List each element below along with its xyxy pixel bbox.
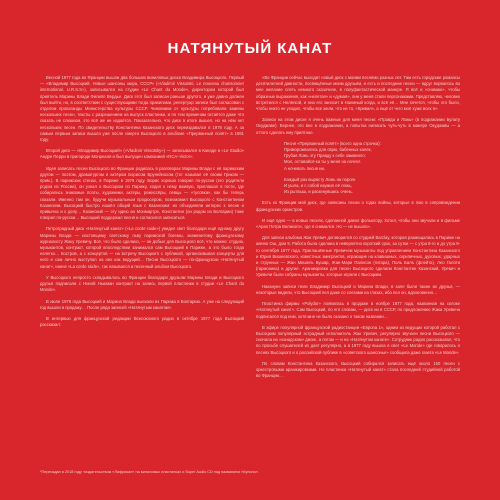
paragraph: Идея записать песни Высоцкого во Франции родилась в разговорах Марины Влади с её парижским другом — поэтом, драматургом и актёром Борисом Брунейнохом (тот называл её своим Гриком — прим.). В парижских стенах, в Париже в 1976 году. Борис хорошо говорил по-русски (его родители родом из России), он узнал о Высоцком по Парижу, ходил к нему вживую, приглашал в гости, где собирались знакомые поэты, художники, актеры, режиссёры, певцы — «тусовка», как бы теперь сказали. Именно там он, будучи музыкальным продюсером, познакомил Высоцкого с Константином Казанским. Высоцкий быстро нашёл общий язык с Казанским: их объединяли интерес к песне и привычка и к делу… Казанский — эту идею ан Монмартре, Константин (он родом из Болгарии) тоже говорил по-русски… Высоцкий поддержал песня и согласился записаться. (40, 165, 244, 221)
paragraph: Есть ко Франции мой диск, где записаны песни о годах войны, которые в пою в сопровождении французских оркестров. (256, 200, 460, 212)
paragraph: Для записи альбома Жак Уревич договорился со студией Barclay, которая размещалась в Париже на авеню Ош, дом 9. Работа была сделана в невероятно короткий срок, за сутки — с утра 8-го и до утра 9-го сентября 1977 года. Приглашённые Уревичем музыканты под управлением Константина Казанского и Юрия Вишневского, известных эмигрантов, играющие на клавишных, скрипичных, духовых, ударных и струнных — Жан Мишель Бушар, Жан-Мари Палисон (гитара), Поль Балъ (флейта), Лео Галоти (гармоника) и другие. Аранжировки для песен Высоцкого сделали Константин Казанский, Уревич и Уревичи были собраны музыканты, которые играли с Высоцким. (256, 235, 460, 278)
right-column (256, 75, 460, 463)
paragraph: «Во Франции сейчас выходит новый диск с моими песнями разных лет. Там есть городские романсы десятилетней давности, посвящённые моим друзьям, и есть и последние песни — вдруг ворвалось во мне желание спеть немного сказочное, в полуфантастической манере. Я всё и «снимаю», чтобы образные выражения, как «нелетая» и «думая», они у меня стали персонажами. Представляю, человек встретился с Нелёгкой, и она его заносит в Наемный когда, и всё её… Мне хочется, чтобы это было, чтобы никто не уходил, чтобы все жили, что не то, «Кривая», а ещё от чего моё хуже всех я». (256, 75, 460, 112)
paragraph: Петроградный диск «Натянутый канат» («La corde raide») увидел свет благодаря ещё одному другу Марины Влади — настоящему светскому льву парижской богемы, знаменитому французскому журналисту Жаку Уревичу. Всё, что было сделано, — он добыл для Высоцкого всё, что можно: студию, музыкантов, контракт, которой впоследствии занимался сам Высоцкий в Париже, а это было тогда нелегко… Костров, а с концертов — на встречу Высоцкого с публикой, организовывая концерты для него и сам лично выступал на них как ведущий… Песни Высоцкого — по-французски «Натянутый канат», иначе «La corde raide», так назывался и песенный альбом Высоцкого. (40, 226, 244, 269)
paragraph: По словам Константина Казанского, Высоцкий собирался записать ещё около 150 песен с оркестровыми аранжировками. Но пластинка «Натянутый канат» стала последней студийной работой во Франции… (256, 360, 460, 379)
paragraph: Накануне записи пели Владимир Высоцкий и Марина Влади, в зале были также их друзья, — некоторые видели, что Высоцкий пел даже со слезами на глазах, ибо пел он, вдохновенно… (256, 283, 460, 295)
paragraph: И ещё одно — в новых песнях, сделанной давно фольклору. Хотел, чтобы они звучали и в фильме «Арап Петра Великого», где я снимался. Но — не вышло». (256, 217, 460, 230)
paragraph: В интервью для французской редакции Всесоюзного радио в октябре 1977 года Высоцкий рассказал: (40, 315, 244, 328)
paragraph: Весной 1977 года во Франции вышли два больших виниловых диска Владимира Высоцкого. Первый — «Владимир Высоцкий. Новые шансоны мира, СССР» («Vladimir Vissotski. Le nouveau chansonnier international. U.R.S.S»), записывался на студии «Le Chant du Monde», директором которой был приятель Марины Влади Филипп Вердье. Диск этот был записан раньше другого, и уже давно должен был выйти, но, в соответствии с существующими тогда правилами, репертуар записи был согласован с отделом пропаганды Министерства культуры СССР. Чиновники от культуры потребовали замены нескольких песен, тексты с разрешением на выпуск пластинки, и по тем временам остаётся даже что сказать не слишком, это всё же не издаётся. Показательно, что диск в итоге вышел, но на нём нет нескольких песен. По свидетельству Константина Казанского диск переиздавался в 1978 году. А за самым первым записи вышла уже после смерти Высоцкого в альбоме «Прерванный полёт» в 1981 году. (40, 75, 244, 143)
poem-quote: Песня «Прерванный полёт» (всего одна строчка): Приморожвались для сврю, бабенных калек, Грубая Ложь эту Правду к себе заманило: Мол, оставайся-ка ты у меня на ночлег. А ночевать песня ни. (284, 140, 381, 171)
paragraph: В эфире популярной французской радиостанции «Европа 1», одним из ведущих которой работал с Высоцким популярный эстрадный исполнитель Жак Уревич, регулярно звучали песни Высоцкого — сначала на «канадском» диске, а потом — и на «Натянутом канате». Сотрудник радио рассказывал, что по просьбе слушателей их дает регулярно, а в 1977 году вышла в свет «Le Monde» где говорилось о песнях Высоцкого и о российской публике в «советского шансонье» сообщила даже газета «Le Monde». (256, 324, 460, 355)
paragraph: Записи на этом диске я очень важные для меня песни: «Правда и Ложь» (в подражании Булату Окуджаве). Вернее, это вне в подражании, а попытка написать чуть-чуть в манере Окуджавы — а оттого сделать ему приятное. (256, 117, 460, 135)
left-column (40, 75, 244, 463)
paragraph: Пластинка фирмы «Polydor» появилась в продаже в ноябре 1977 года, названная на склоке «Натянутый канат». Сам Высоцкий, по его словам, — диск ни в СССР, по предложению Жака Уревича подписался под ним, хотя мне не было сказано о таком названии… (256, 301, 460, 319)
page-title: НАТЯНУТЫЙ КАНАТ (167, 40, 333, 57)
paragraph: Второй диск — «Владимир Высоцкий» («Vladimir Vissotsky») — записывался в Канаде в «Le Studio» Андре Перри в пригороде Монреаля и был выпущен компанией «RCA–Victor». (40, 148, 244, 160)
text-columns (40, 75, 460, 463)
poem-quote: Каждый раз вырасту Ложь на пороге И ушла, и с собой изумил её ложь, Из рытвыш, и раскинувшись очень. (284, 176, 356, 195)
footnote: *Переиздан в 2018 году «издательством «Лифрикан» на виниловых пластинках и Super Audio CD под названием «Купола». (40, 470, 259, 474)
paragraph: В июле 1976 года Высоцкий и Марина Влади выехали из Парижа в Болгарию. А уже на следующий год вышли в продажу… После ряда записей «Натянутым канатом». (40, 298, 244, 310)
paragraph: У Высоцкого непросто складывалось во Франции благодаря друзьям Марины Влади и Высоцкого друзья подписали с Ниной Ньюман контракт на запись первой пластинки в студии «Le Chant du Monde». (40, 274, 244, 293)
